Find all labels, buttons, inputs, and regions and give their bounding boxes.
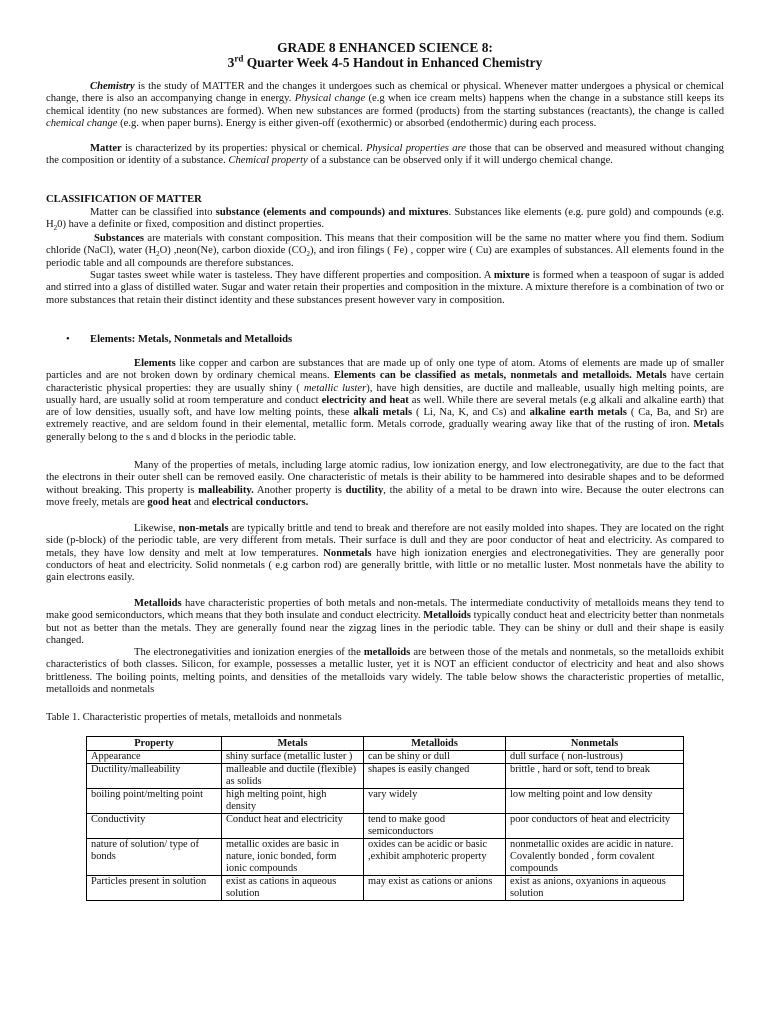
table-row: [87, 876, 684, 901]
table-cell: nature of solution/ type of bonds: [87, 839, 222, 876]
table-cell: Conduct heat and electricity: [222, 814, 364, 839]
table-cell: vary widely: [364, 789, 506, 814]
table-header-row: [87, 737, 684, 751]
elements-heading: Elements: Metals, Nonmetals and Metalloids: [90, 334, 293, 345]
intro-paragraph-chemistry: Chemistry is the study of MATTER and the changes it undergoes such as chemical or physical. Whenever matter undergoes a physical or chemical change, there is also an accompanying change in energy. Physical change (e.g when ice cream melts) happens when the change in a substance still keeps its chemical identity (no new substances are formed). When new substances are formed (products) from the starting substances (reactants), the change is called chemical change (e.g. when paper burns). Energy is either given-off (exothermic) or absorbed (endothermic) during each process.: [46, 81, 724, 129]
table-cell: high melting point, high density: [222, 789, 364, 814]
elements-paragraph-electronegativity: The electronegativities and ionization energies of the metalloids are between those of the metals and nonmetals, so the metalloids exhibit characteristics of both classes. Silicon, for example, possesses a metallic luster, yet it is NOT an efficient conductor of electricity and heat and also shows brittleness. The boiling points, melting points, and densities of the metalloids vary widely. The table below shows the characteristic properties of metallic, metalloids and nonmetals: [46, 647, 724, 695]
table-cell: shiny surface (metallic luster ): [222, 751, 364, 764]
table-cell: Conductivity: [87, 814, 222, 839]
table-cell: dull surface ( non-lustrous): [506, 751, 684, 764]
table-cell: oxides can be acidic or basic ,exhibit amphoteric property: [364, 839, 506, 876]
table-row: [87, 814, 684, 839]
table-cell: nonmetallic oxides are acidic in nature. Covalently bonded , form covalent compounds: [506, 839, 684, 876]
table-cell: can be shiny or dull: [364, 751, 506, 764]
table-cell: Appearance: [87, 751, 222, 764]
table-cell: Ductility/malleability: [87, 764, 222, 789]
table-row: [87, 839, 684, 876]
document-subtitle: 3rd Quarter Week 4-5 Handout in Enhanced Chemistry: [227, 53, 543, 70]
elements-paragraph-metals: Elements like copper and carbon are substances that are made up of only one type of atom. Atoms of elements are made up of smaller particles and are not broken down by ordinary chemical means. Elements can be classified as metals, nonmetals and metalloids. Metals have certain characteristic physical properties: they are usually shiny ( metallic luster), have high densities, are ductile and malleable, usually high melting points, are usually hard, are usually solid at room temperature and conduct electricity and heat as well. While there are several metals (e.g alkali and alkaline earth) that are of low densities, usually soft, and have low melting points, these alkali metals ( Li, Na, K, and Cs) and alkaline earth metals ( Ca, Ba, and Sr) are extremely reactive, and are seldom found in their elemental, metallic form. Metals corrode, gradually wearing away like that of the rusting of iron. Metals generally belong to the s and d blocks in the periodic table.: [46, 358, 724, 443]
table-cell: boiling point/melting point: [87, 789, 222, 814]
elements-paragraph-metal-properties: Many of the properties of metals, including large atomic radius, low ionization energy, and low electronegativity, are due to the fact that the electrons in their outer shell can be removed easily. One characteristic of metals is their ability to be hammered into desirable shapes and to be deformed without breaking. This property is malleability. Another property is ductility, the ability of a metal to be drawn into wire. Because the outer electrons can move freely, metals are good heat and electrical conductors.: [46, 460, 724, 508]
classification-paragraph-substances: Substances are materials with constant composition. This means that their composition will be the same no matter where you find them. Sodium chloride (NaCl), water $(H_2O)$ ,neon(Ne), carbon dioxide $(CO_2)$, and iron filings ( Fe) , copper wire ( Cu) are examples of substances. All elements found in the periodic table and all compounds are therefore substances.: [46, 233, 724, 269]
table-row: [87, 764, 684, 789]
table-cell: metallic oxides are basic in nature, ionic bonded, form ionic compounds: [222, 839, 364, 876]
table-row: [87, 751, 684, 764]
properties-table: [86, 736, 684, 901]
elements-paragraph-metalloids: Metalloids have characteristic properties of both metals and non-metals. The intermediate conductivity of metalloids means they tend to make good semiconductors, which means that they both insulate and conduct electricity. Metalloids typically conduct heat and electricity better than nonmetals but not as better than the metals. They are generally found near the zigzag lines in the periodic table. They can be shiny or dull and their shape is easily changed.: [46, 598, 724, 646]
table-caption: Table 1. Characteristic properties of metals, metalloids and nonmetals: [46, 712, 342, 723]
table-cell: poor conductors of heat and electricity: [506, 814, 684, 839]
table-header-cell: Metals: [222, 737, 364, 751]
classification-paragraph-mixture: Sugar tastes sweet while water is tasteless. They have different properties and composition. A mixture is formed when a teaspoon of sugar is added and stirred into a glass of distilled water. Sugar and water retain their properties and composition in the mixture. A mixture therefore is a combination of two or more substances that retain their distinct identity and these substances present however vary in composition.: [46, 270, 725, 306]
table-cell: exist as anions, oxyanions in aqueous solution: [506, 876, 684, 901]
table-cell: tend to make good semiconductors: [364, 814, 506, 839]
classification-paragraph-1: Matter can be classified into substance (elements and compounds) and mixtures. Substances like elements (e.g. pure gold) and compounds (e.g. $H_20$) have a definite or fixed, composition and distinct properties.: [46, 207, 725, 233]
document-title: GRADE 8 ENHANCED SCIENCE 8:: [277, 40, 493, 55]
table-cell: shapes is easily changed: [364, 764, 506, 789]
table-cell: malleable and ductile (flexible) as solids: [222, 764, 364, 789]
table-header-cell: Nonmetals: [506, 737, 684, 751]
table-row: [87, 789, 684, 814]
elements-paragraph-nonmetals: Likewise, non-metals are typically brittle and tend to break and therefore are not easily molded into shapes. They are located on the right side (p-block) of the periodic table, are very different from metals. Their surface is dull and they are poor conductor of heat and electricity. As compared to metals, they have low density and melt at low temperatures. Nonmetals have high ionization energies and electronegativities. They are generally poor conductors of heat and electricity. Solid nonmetals ( e.g carbon rod) are generally brittle, with little or no metallic luster. Most nonmetals have the ability to gain electrons easily.: [46, 523, 725, 584]
table-cell: brittle , hard or soft, tend to break: [506, 764, 684, 789]
bullet-icon: •: [66, 334, 70, 345]
table-cell: low melting point and low density: [506, 789, 684, 814]
table-cell: Particles present in solution: [87, 876, 222, 901]
table-cell: may exist as cations or anions: [364, 876, 506, 901]
classification-heading: CLASSIFICATION OF MATTER: [46, 194, 202, 205]
table-cell: exist as cations in aqueous solution: [222, 876, 364, 901]
table-header-cell: Metalloids: [364, 737, 506, 751]
intro-paragraph-matter: Matter is characterized by its properties: physical or chemical. Physical properties are those that can be observed and measured without changing the composition or identity of a substance. Chemical property of a substance can be observed only if it will undergo chemical change.: [46, 143, 724, 167]
table-header-cell: Property: [87, 737, 222, 751]
